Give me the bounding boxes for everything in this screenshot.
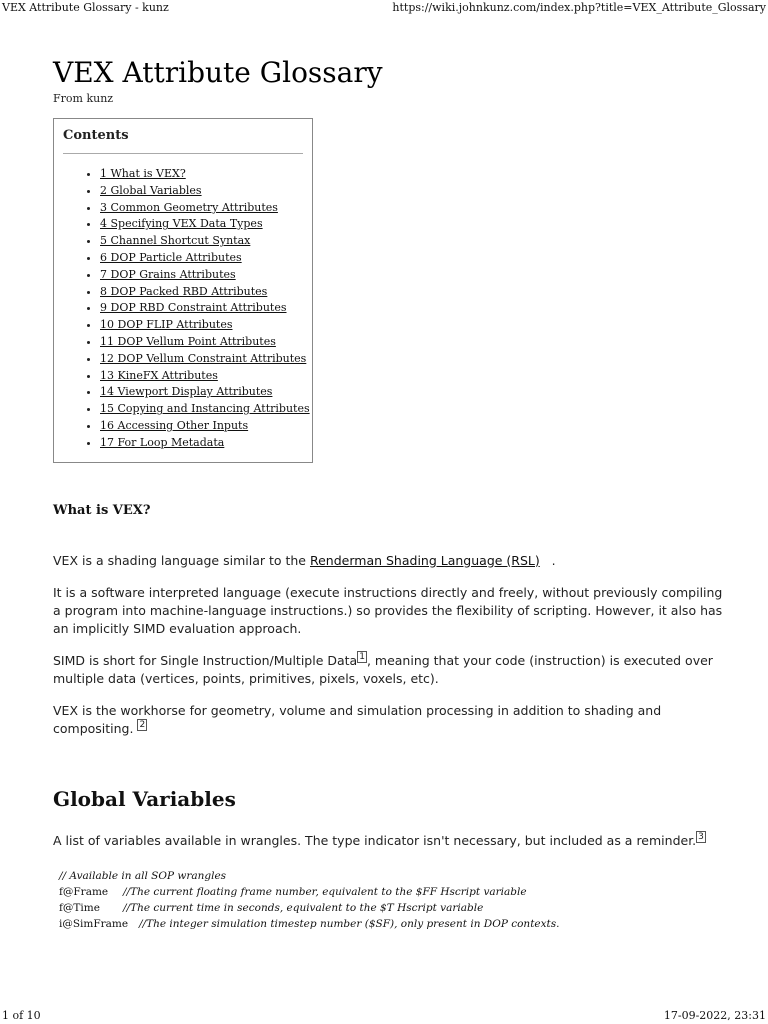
toc-link-global-variables[interactable]: 2 Global Variables: [100, 183, 202, 197]
paragraph-text: A list of variables available in wrangles. The type indicator isn't necessary, but included as a reminder.: [53, 832, 697, 848]
reference-link-1[interactable]: 1: [359, 652, 365, 663]
toc-item: [100, 166, 303, 183]
page-number: 1 of 10: [2, 1009, 41, 1022]
toc-item: [100, 183, 303, 200]
toc-item: [100, 401, 310, 418]
toc-item: [100, 384, 303, 401]
toc-link-specifying-vex-data-types[interactable]: 4 Specifying VEX Data Types: [100, 217, 263, 231]
code-comment: // Available in all SOP wrangles: [59, 869, 227, 882]
paragraph-text: .: [539, 552, 556, 568]
reference-link-3[interactable]: 3: [698, 832, 704, 843]
toc-title: Contents: [63, 127, 303, 154]
toc-link-dop-packed-rbd-attributes[interactable]: 8 DOP Packed RBD Attributes: [100, 284, 268, 298]
code-attribute: f@Frame: [59, 885, 109, 898]
toc-item: [100, 368, 303, 385]
code-block-global-variables: [59, 868, 725, 933]
paragraph-text: VEX is the workhorse for geometry, volume and simulation processing in addition to shading and compositing.: [53, 702, 662, 736]
paragraph-global-variables-intro: [53, 832, 725, 850]
print-header-url[interactable]: https://wiki.johnkunz.com/index.php?title=VEX_Attribute_Glossary: [392, 1, 766, 14]
toc-item: [100, 233, 303, 250]
toc-link-dop-flip-attributes[interactable]: 10 DOP FLIP Attributes: [100, 318, 233, 332]
toc-item: [100, 435, 303, 452]
toc-item: [100, 334, 303, 351]
toc-item: [100, 317, 303, 334]
print-header-title: VEX Attribute Glossary - kunz: [2, 1, 169, 14]
toc-link-kinefx-attributes[interactable]: 13 KineFX Attributes: [100, 368, 218, 382]
paragraph-text: VEX is a shading language similar to the: [53, 552, 310, 568]
paragraph-vex-intro: [53, 552, 725, 570]
toc-item: [100, 351, 307, 368]
toc-item: [100, 267, 303, 284]
toc-link-what-is-vex[interactable]: 1 What is VEX?: [100, 167, 186, 180]
section-label-what-is-vex: What is VEX?: [53, 502, 151, 518]
paragraph-simd: [53, 652, 725, 688]
paragraph-text: , meaning that your code (instruction) is executed over multiple data (vertices, points, primitives, pixels, voxels, etc).: [53, 652, 713, 686]
paragraph-text: SIMD is short for Single Instruction/Multiple Data: [53, 652, 358, 668]
toc-link-copying-and-instancing-attributes[interactable]: 15 Copying and Instancing Attributes: [100, 402, 310, 416]
paragraph-workhorse: [53, 702, 725, 738]
print-datetime: 17-09-2022, 23:31: [663, 1009, 766, 1022]
from-line: From kunz: [53, 92, 114, 105]
paragraph-interpreted-language: It is a software interpreted language (execute instructions directly and freely, without previously compiling a program into machine-language instructions.) so provides the flexibility of scripting. However, it also has an implicitly SIMD evaluation approach.: [53, 584, 723, 636]
toc-link-dop-vellum-constraint-attributes[interactable]: 12 DOP Vellum Constraint Attributes: [100, 351, 307, 365]
code-comment: //The current time in seconds, equivalent to the $T Hscript variable: [123, 901, 484, 914]
code-line: [59, 900, 725, 916]
link-renderman-shading-language[interactable]: Renderman Shading Language (RSL): [309, 552, 540, 568]
toc-link-for-loop-metadata[interactable]: 17 For Loop Metadata: [100, 435, 225, 449]
code-line: [59, 884, 725, 900]
toc-item: [100, 300, 303, 317]
code-comment: //The current floating frame number, equivalent to the $FF Hscript variable: [123, 885, 527, 898]
table-of-contents: [53, 118, 313, 463]
code-comment: //The integer simulation timestep number ($SF), only present in DOP contexts.: [139, 918, 560, 931]
toc-link-dop-particle-attributes[interactable]: 6 DOP Particle Attributes: [100, 250, 242, 264]
code-attribute: f@Time: [59, 901, 100, 914]
page-title: VEX Attribute Glossary: [53, 56, 383, 89]
toc-link-channel-shortcut-syntax[interactable]: 5 Channel Shortcut Syntax: [100, 234, 251, 248]
toc-link-dop-vellum-point-attributes[interactable]: 11 DOP Vellum Point Attributes: [100, 334, 276, 348]
toc-item: [100, 200, 303, 217]
section-heading-global-variables: Global Variables: [53, 786, 236, 811]
article-content: [53, 56, 725, 932]
toc-link-dop-rbd-constraint-attributes[interactable]: 9 DOP RBD Constraint Attributes: [100, 301, 287, 315]
print-header: [0, 0, 768, 16]
toc-link-common-geometry-attributes[interactable]: 3 Common Geometry Attributes: [100, 200, 278, 214]
toc-link-dop-grains-attributes[interactable]: 7 DOP Grains Attributes: [100, 267, 236, 281]
toc-link-viewport-display-attributes[interactable]: 14 Viewport Display Attributes: [100, 385, 273, 399]
toc-item: [100, 284, 303, 301]
code-line: [59, 916, 725, 932]
reference-link-2[interactable]: 2: [139, 720, 146, 731]
code-attribute: i@SimFrame: [59, 918, 129, 931]
print-footer: [0, 1008, 768, 1024]
toc-item: [100, 216, 303, 233]
toc-link-accessing-other-inputs[interactable]: 16 Accessing Other Inputs: [100, 418, 249, 432]
toc-item: [100, 418, 303, 435]
toc-list: [63, 166, 310, 452]
toc-item: [100, 250, 303, 267]
